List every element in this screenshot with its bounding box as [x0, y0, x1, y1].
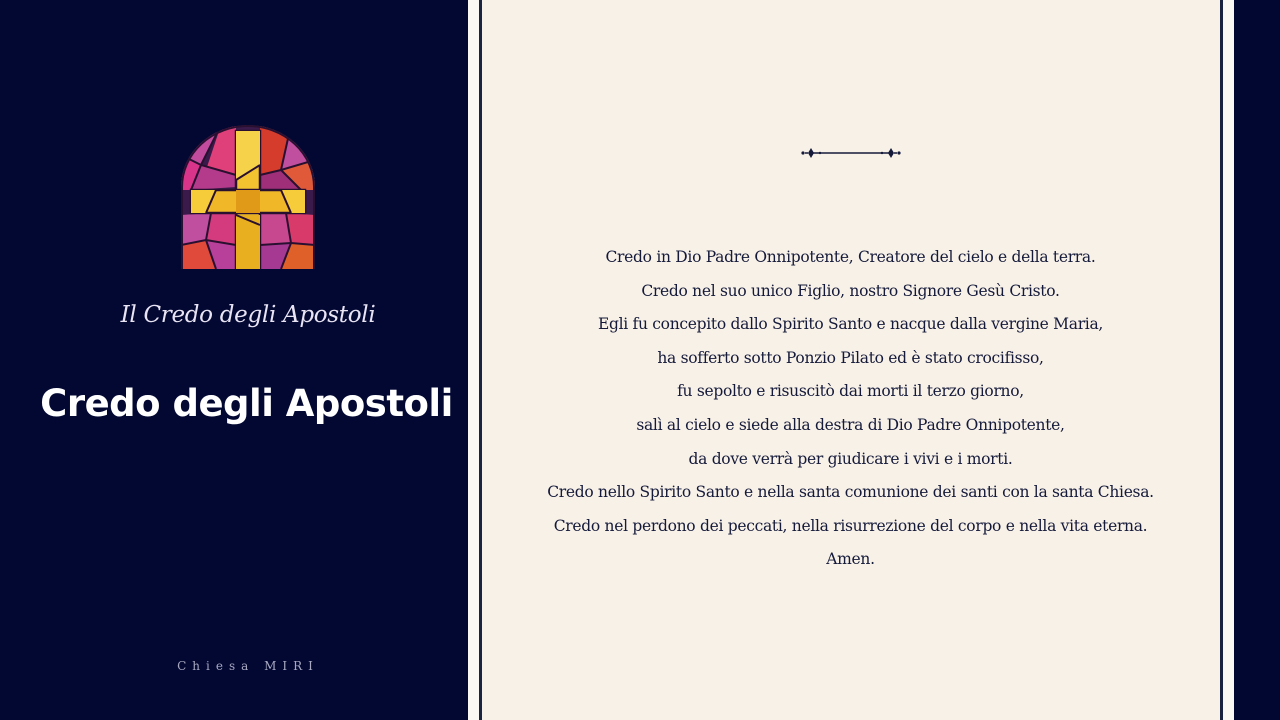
divider-ornament-icon	[800, 145, 902, 161]
page-title: Credo degli Apostoli	[40, 382, 453, 425]
creed-line: Credo nello Spirito Santo e nella santa comunione dei santi con la santa Chiesa.	[547, 483, 1154, 502]
creed-line: Credo nel suo unico Figlio, nostro Signore Gesù Cristo.	[641, 281, 1060, 300]
stained-glass-cross-icon	[181, 125, 315, 269]
creed-text	[480, 241, 1221, 577]
creed-line: ha sofferto sotto Ponzio Pilato ed è stato crocifisso,	[657, 348, 1044, 367]
sidebar-panel	[0, 0, 468, 720]
creed-line: fu sepolto e risuscitò dai morti il terzo giorno,	[677, 382, 1024, 401]
creed-line: Egli fu concepito dallo Spirito Santo e nacque dalla vergine Maria,	[597, 315, 1104, 334]
church-name: Chiesa MIRI	[177, 659, 319, 673]
subtitle: Il Credo degli Apostoli	[120, 302, 376, 328]
creed-line: Credo nel perdono dei peccati, nella risurrezione del corpo e nella vita eterna.	[553, 516, 1148, 535]
creed-line: da dove verrà per giudicare i vivi e i morti.	[688, 449, 1013, 468]
creed-line: salì al cielo e siede alla destra di Dio Padre Onnipotente,	[636, 415, 1065, 434]
creed-line: Credo in Dio Padre Onnipotente, Creatore del cielo e della terra.	[605, 248, 1096, 266]
creed-line-amen: Amen.	[826, 550, 875, 569]
